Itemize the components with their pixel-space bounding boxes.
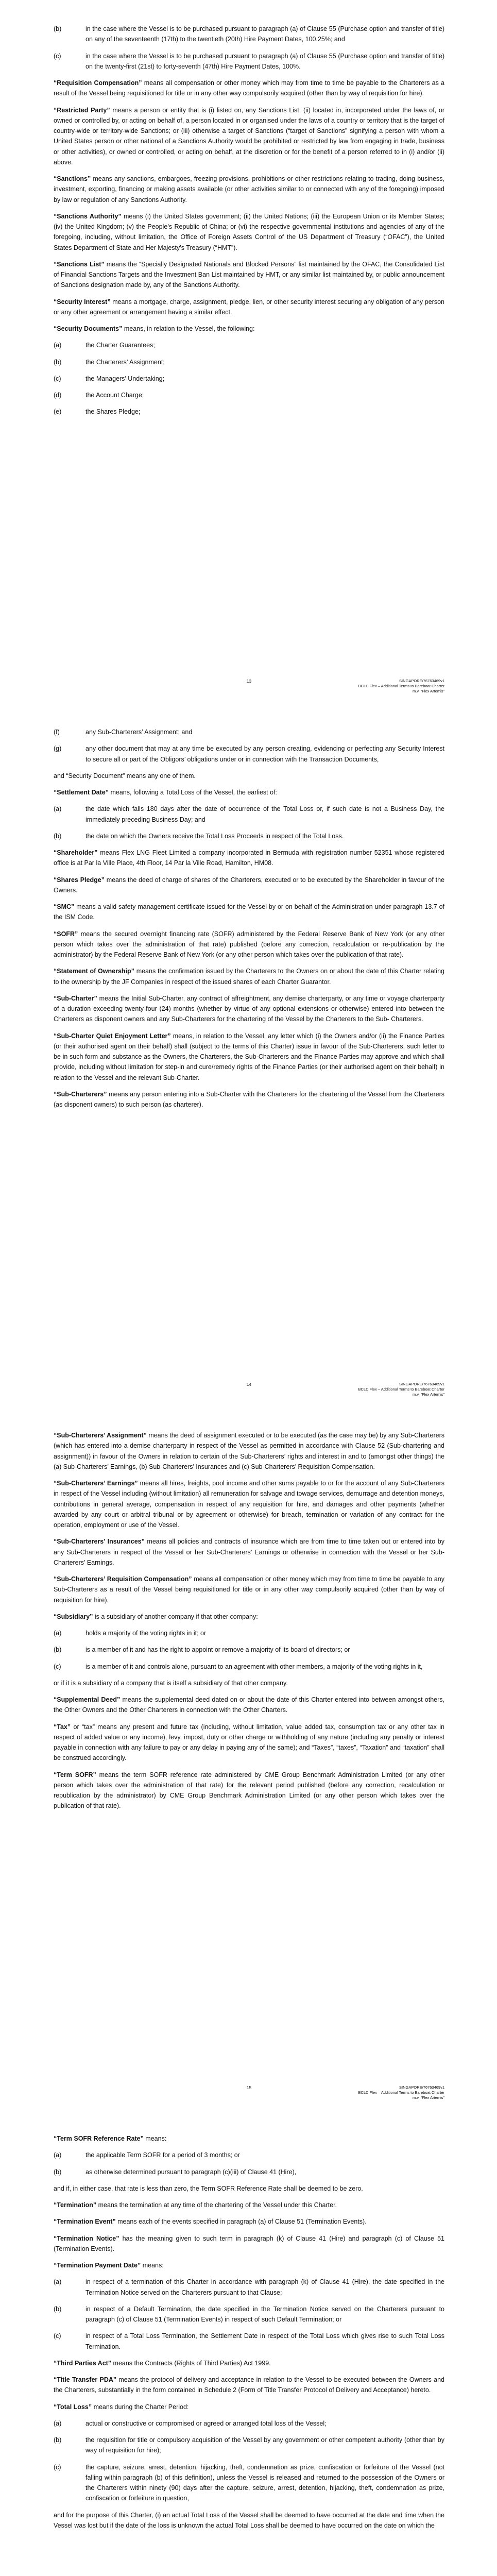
list-item-label: (a) (54, 1630, 62, 1637)
list-item-text: holds a majority of the voting rights in it; or (85, 1630, 207, 1637)
definition (54, 787, 444, 798)
list-item-label: (f) (54, 728, 60, 736)
paragraph (54, 2183, 444, 2194)
list-item-text: the applicable Term SOFR for a period of 3 months; or (85, 2151, 240, 2159)
paragraph-text: means Flex LNG Fleet Limited a company incorporated in Bermuda with registration number 52351 whose registered office is at Par la Ville Place, 4th Floor, 14 Par la Ville Road, Hamilton, HM08. (54, 849, 444, 867)
footer-doc-ref: SINGAPORE/76763469v1 (399, 2084, 444, 2090)
list-item-text: the date which falls 180 days after the date of occurrence of the Total Loss or, if such date is not a Business Day, the immediately preceding Business Day; and (85, 805, 444, 823)
list-item (54, 804, 444, 825)
defined-term: “Sub-Charterers’ Requisition Compensation” (54, 1575, 192, 1583)
list-item-label: (a) (54, 2278, 62, 2286)
list-item (54, 374, 444, 384)
paragraph-text: means a valid safety management certificate issued for the Vessel by or on behalf of the Administration under paragraph 13.7 of the ISM Code. (54, 903, 444, 921)
defined-term: “Tax” (54, 1723, 71, 1731)
definition (54, 1478, 444, 1530)
footer-doc-title: BCLC Flex – Additional Terms to Bareboat Charter (358, 683, 444, 688)
list-item-label: (b) (54, 358, 62, 366)
defined-term: “Sub-Charterers’ Insurances” (54, 1538, 145, 1546)
paragraph (54, 1678, 444, 1688)
list-item (54, 743, 444, 765)
list-item (54, 2418, 444, 2429)
paragraph-text: means during the Charter Period: (92, 2403, 189, 2411)
paragraph-text: means all hires, freights, pool income and other sums payable to or for the account of any Sub-Charterers in respect of the Vessel including (without limitation) all remuneration for salvage and towage services, demurrage and detention moneys, contributions in general average, compensation in respect of any requisition for hire, and damages and other payments (whether awarded by any court or arbitral tribunal or by agreement or otherwise) for breach, termination or variation of any contract for the operation, employment or use of the Vessel. (54, 1480, 444, 1529)
list-item-label: (a) (54, 805, 62, 813)
paragraph-text: means the protocol of delivery and acceptance in relation to the Vessel to be executed between the Owners and the Charterers, substantially in the form contained in Schedule 2 (Form of Title Transfer Protocol of Delivery and Acceptance) hereto. (54, 2376, 444, 2394)
definition (54, 848, 444, 869)
list-item (54, 1662, 444, 1672)
defined-term: “SMC” (54, 903, 75, 910)
paragraph-text: means all policies and contracts of insurance which are from time to time taken out or entered into by any Sub-Charterers in respect of the Vessel or her Sub-Charterers’ Earnings or otherwise in connection with the Vessel or her Sub-Charterers’ Earnings. (54, 1538, 445, 1566)
list-item-text: in the case where the Vessel is to be purchased pursuant to paragraph (a) of Clause 55 (Purchase option and transfer of title) on the twenty-first (21st) to forty-seventh (47th) Hire Payment Dates, 100%. (85, 52, 444, 70)
paragraph-text: means any sanctions, embargoes, freezing provisions, prohibitions or other restrictions relating to trading, doing business, investment, exporting, financing or making assets available (or other activities similar to or connected with any of the foregoing) imposed by law or regulation of any Sanctions Authority. (54, 175, 444, 204)
paragraph-text: or if it is a subsidiary of a company that is itself a subsidiary of that other company. (54, 1679, 288, 1687)
defined-term: “Title Transfer PDA” (54, 2376, 117, 2383)
list-item (54, 1645, 444, 1655)
paragraph-text: is a subsidiary of another company if that other company: (93, 1613, 258, 1620)
paragraph-text: and for the purpose of this Charter, (i) an actual Total Loss of the Vessel shall be deemed to have occurred at the date and time when the Vessel was lost but if the date of the loss is unknown the actual Total Loss shall be deemed to have occurred on the date on which the (54, 2511, 444, 2529)
footer-doc-title: BCLC Flex – Additional Terms to Bareboat Charter (358, 1386, 444, 1392)
paragraph-text: means each of the events specified in paragraph (a) of Clause 51 (Termination Events). (115, 2218, 367, 2226)
paragraph-text: means: (141, 2262, 164, 2269)
list-item-text: is a member of it and has the right to appoint or remove a majority of its board of directors; or (85, 1646, 350, 1654)
defined-term: “Requisition Compensation” (54, 79, 142, 87)
definition (54, 875, 444, 896)
list-item (54, 2331, 444, 2352)
defined-term: “Sanctions List” (54, 260, 105, 268)
defined-term: “Termination” (54, 2201, 97, 2209)
page-number: 14 (246, 1381, 252, 1387)
defined-term: “Term SOFR Reference Rate” (54, 2135, 144, 2142)
paragraph-text: means the deed of charge of shares of the Charterers, executed or to be executed by the Shareholder in favour of the Owners. (54, 876, 444, 894)
paragraph (54, 2510, 444, 2531)
list-item-label: (g) (54, 745, 62, 753)
paragraph-text: means the term SOFR reference rate administered by CME Group Benchmark Administration Limited (or any other person which takes over the administration of that rate) for the relevant period published (before any correction, recalculation or republication by the administrator) by CME Group Benchmark Administration Limited (or any other person which takes over the publication of that rate). (54, 1771, 444, 1810)
defined-term: “Sub-Charter” (54, 994, 97, 1002)
list-item-label: (a) (54, 2419, 62, 2427)
list-item (54, 390, 444, 400)
list-item-text: in respect of a Total Loss Termination, the Settlement Date in respect of the Total Loss which gives rise to such Total Loss Termination. (85, 2332, 444, 2350)
footer-doc-ref: SINGAPORE/76763469v1 (399, 1381, 444, 1386)
list-item (54, 2150, 444, 2160)
definition (54, 1694, 444, 1716)
document-page (0, 1406, 497, 2110)
definition (54, 211, 444, 253)
list-item-label: (a) (54, 2151, 62, 2159)
definition (54, 1612, 444, 1622)
definition (54, 1536, 444, 1568)
definition (54, 1031, 444, 1083)
list-item-text: the Managers’ Undertaking; (85, 375, 165, 382)
definition (54, 993, 444, 1025)
list-item (54, 2462, 444, 2504)
list-item-text: as otherwise determined pursuant to paragraph (c)(iii) of Clause 41 (Hire), (85, 2168, 297, 2176)
definition (54, 2358, 444, 2368)
page-footer (54, 1382, 444, 1397)
defined-term: “Restricted Party” (54, 106, 110, 114)
list-item-label: (c) (54, 52, 61, 60)
list-item-label: (c) (54, 375, 61, 382)
defined-term: “Subsidiary” (54, 1613, 93, 1620)
definition (54, 324, 444, 334)
defined-term: “Term SOFR” (54, 1771, 96, 1778)
list-item-text: the capture, seizure, arrest, detention, hijacking, theft, condemnation as prize, confiscation or forfeiture of the Vessel (not falling within paragraph (b) of this definition), unless the Vessel is released and returned to the possession of the Owners or the Charterers within ninety (90) days after the capture, seizure, arrest, detention, hijacking, theft, condemnation as prize, confiscation or forfeiture in question, (85, 2463, 444, 2502)
definition (54, 1722, 444, 1764)
list-item-text: the requisition for title or compulsory acquisition of the Vessel by any government or other competent authority (other than by way of requisition for hire); (85, 2436, 444, 2454)
list-item (54, 406, 444, 417)
paragraph-text: and “Security Document” means any one of them. (54, 772, 196, 779)
paragraph-text: means the “Specially Designated Nationals and Blocked Persons” list maintained by the OFAC, the Consolidated List of Financial Sanctions Targets and the Investment Ban List maintained by HMT, or any similar list maintained by, or public announcement of Sanctions designation made by, any of the Sanctions Authority. (54, 260, 444, 289)
paragraph-text: means the secured overnight financing rate (SOFR) administered by the Federal Reserve Bank of New York (or any other person which takes over the administration of that rate) published (before any correction, recalculation or re-publication by the administrator) by the Federal Reserve Bank of New York (or any other person which takes over the publication of that rate). (54, 930, 444, 958)
list-item (54, 2435, 444, 2456)
list-item (54, 24, 444, 45)
defined-term: “Sub-Charterers’ Assignment” (54, 1432, 147, 1439)
defined-term: “Shareholder” (54, 849, 98, 856)
paragraph-text: or “tax” means any present and future tax (including, without limitation, value added tax, consumption tax or any other tax in respect of added value or any income), levy, impost, duty or other charge or withholding of any nature (including any penalty or interest payable in connection with any failure to pay or any delay in paying any of the same); and “Taxes”, “taxes”, “Taxation” and “taxation” shall be construed accordingly. (54, 1723, 444, 1762)
defined-term: “Sanctions Authority” (54, 212, 122, 220)
list-item-label: (b) (54, 2168, 62, 2176)
definition (54, 2375, 444, 2396)
definition (54, 2216, 444, 2227)
list-item-label: (b) (54, 2305, 62, 2313)
list-item-label: (d) (54, 392, 62, 399)
paragraph (54, 771, 444, 781)
document-page (0, 0, 497, 703)
definition (54, 1770, 444, 1811)
defined-term: “Sub-Charter Quiet Enjoyment Letter” (54, 1032, 171, 1040)
paragraph-text: means, in relation to the Vessel, any letter which (i) the Owners and/or (ii) the Finance Parties (or their authorised agent on their behalf) shall (subject to the terms of this Charter) issue in favour of the Sub-Charterers, such letter to be in such form and substance as the Owners, the Charterers, the Sub-Charterers and the Finance Parties may approve and which shall provide, including without limitation for step-in and cure/remedy rights of the Finance Parties (or their authorised agent on their behalf) in relation to the Vessel and the relevant Sub-Charter. (54, 1032, 444, 1081)
footer-vessel: m.v. “Flex Artemis” (413, 688, 444, 693)
paragraph-text: has the meaning given to such term in paragraph (k) of Clause 41 (Hire) and paragraph (c) of Clause 51 (Termination Events). (54, 2234, 444, 2252)
paragraph-text: means: (143, 2135, 167, 2142)
page-number: 15 (246, 2084, 252, 2090)
definition (54, 902, 444, 923)
footer-vessel: m.v. “Flex Artemis” (413, 1392, 444, 1397)
paragraph-text: means (i) the United States government; (ii) the United Nations; (iii) the European Union or its Member States; (iv) the United Kingdom; (v) the People’s Republic of China; or (vi) the respective governmental institutions and agencies of any of the foregoing, including, without limitation, the Office of Foreign Assets Control of the US Department of Treasury (“OFAC”), the United States Department of State and Her Majesty’s Treasury (“HMT”). (54, 212, 444, 251)
list-item-text: the Charter Guarantees; (85, 342, 155, 349)
defined-term: “Sub-Charterers” (54, 1090, 107, 1098)
paragraph-text: means the confirmation issued by the Charterers to the Owners on or about the date of this Charter relating to the ownership by the JF Companies in respect of the issued shares of each Charter Guarantor. (54, 968, 444, 986)
defined-term: “Sanctions” (54, 175, 91, 182)
paragraph-text: means the deed of assignment executed or to be executed (as the case may be) by any Sub-Charterers (which has entered into a demise charterparty in respect of the Vessel as permitted in accordance with Clause 52 (Sub-chartering and assignment)) in favour of the Owners in relation to certain of the Sub-Charterers’ rights and interest in and to (amongst other things) the (a) Sub-Charterers’ Earnings, (b) Sub-Charterers’ Insurances and (c) Sub-Charterers’ Requisition Compensation. (54, 1432, 444, 1470)
paragraph-text: means all compensation or other money which may from time to time be payable to any Sub-Charterers as a result of the Vessel being requisitioned for title or in any other way compulsorily acquired (other than by way of requisition for hire). (54, 1575, 444, 1604)
list-item (54, 727, 444, 737)
footer-doc-ref: SINGAPORE/76763469v1 (399, 678, 444, 683)
defined-term: “Statement of Ownership” (54, 968, 134, 975)
footer-doc-title: BCLC Flex – Additional Terms to Bareboat Charter (358, 2090, 444, 2095)
defined-term: “Settlement Date” (54, 789, 109, 796)
list-item (54, 1628, 444, 1638)
footer-vessel: m.v. “Flex Artemis” (413, 2095, 444, 2100)
list-item (54, 2277, 444, 2298)
defined-term: “Third Parties Act” (54, 2359, 112, 2367)
document-page (0, 703, 497, 1406)
list-item (54, 51, 444, 72)
definition (54, 105, 444, 168)
definition (54, 1574, 444, 1605)
definition (54, 2200, 444, 2210)
list-item-text: the date on which the Owners receive the Total Loss Proceeds in respect of the Total Loss. (85, 832, 344, 840)
list-item-label: (b) (54, 1646, 62, 1654)
defined-term: “Termination Notice” (54, 2234, 119, 2242)
paragraph-text: means the Initial Sub-Charter, any contract of affreightment, any demise charterparty, or any time or voyage charterparty of a duration exceeding twenty-four (24) months (whether by virtue of any optional extensions or otherwise) entered into between the Charterers as disponent owners and any Sub-Charterers for the chartering of the Vessel by the Charterers to the Sub- Charterers. (54, 994, 444, 1023)
list-item-label: (b) (54, 832, 62, 840)
paragraph-text: means the supplemental deed dated on or about the date of this Charter entered into between amongst others, the Other Owners and the Other Charterers in connection with the Other Charters. (54, 1696, 444, 1714)
list-item-text: the Account Charge; (85, 392, 144, 399)
list-item-text: actual or constructive or compromised or agreed or arranged total loss of the Vessel; (85, 2419, 327, 2427)
definition (54, 1430, 444, 1472)
list-item-text: any Sub-Charterers’ Assignment; and (85, 728, 193, 736)
definition (54, 259, 444, 291)
list-item-label: (e) (54, 408, 62, 416)
paragraph-text: means, in relation to the Vessel, the following: (122, 325, 255, 332)
definition (54, 174, 444, 205)
defined-term: “Termination Payment Date” (54, 2262, 141, 2269)
defined-term: “Shares Pledge” (54, 876, 105, 884)
defined-term: “Supplemental Deed” (54, 1696, 121, 1703)
list-item-text: is a member of it and controls alone, pursuant to an agreement with other members, a majority of the voting rights in it, (85, 1663, 423, 1670)
list-item-text: in respect of a termination of this Charter in accordance with paragraph (k) of Clause 41 (Hire), the date specified in the Termination Notice served on the Charterers pursuant to that Clause; (85, 2278, 444, 2296)
list-item-label: (a) (54, 342, 62, 349)
list-item-text: the Shares Pledge; (85, 408, 141, 416)
list-item (54, 831, 444, 841)
page-footer (54, 2085, 444, 2100)
list-item-text: in respect of a Default Termination, the date specified in the Termination Notice served on the Charterers pursuant to paragraph (c) of Clause 51 (Termination Events) in respect of such Default Termination; or (85, 2305, 444, 2323)
list-item-label: (b) (54, 25, 62, 32)
definition (54, 297, 444, 318)
definition (54, 2133, 444, 2144)
list-item-label: (c) (54, 2332, 61, 2340)
paragraph-text: means any person entering into a Sub-Charter with the Charterers for the chartering of the Vessel from the Charterers (as disponent owners) to such person (as charterer). (54, 1090, 444, 1108)
definition (54, 78, 444, 99)
paragraph-text: means the termination at any time of the chartering of the Vessel under this Charter. (96, 2201, 337, 2209)
list-item-label: (c) (54, 2463, 61, 2471)
defined-term: “Total Loss” (54, 2403, 92, 2411)
defined-term: “Termination Event” (54, 2218, 116, 2226)
paragraph-text: means all compensation or other money which may from time to time be payable to the Charterers as a result of the Vessel being requisitioned for title or in any other way compulsorily acquired (other than by way of requisition for hire). (54, 79, 444, 97)
page-number: 13 (246, 678, 252, 684)
list-item-text: any other document that may at any time be executed by any person creating, evidencing or perfecting any Security Interest to secure all or part of the Obligors’ obligations under or in connection with the Transaction Documents, (85, 745, 444, 763)
paragraph-text: means a person or entity that is (i) listed on, any Sanctions List; (ii) located in, incorporated under the laws of, or owned or controlled by, or acting on behalf of, a person located in or organised under the laws of a country or territory that is the target of country-wide or territory-wide Sanctions; or (iii) otherwise a target of Sanctions (“target of Sanctions” signifying a person with whom a United States person or other national of a Sanctions Authority would be prohibited or restricted by law from engaging in trade, business or other activities), or owned or controlled, or acting on behalf, at the discretion or for the benefit of a person referred to in (i) and/or (ii) above. (54, 106, 445, 166)
paragraph-text: means a mortgage, charge, assignment, pledge, lien, or other security interest securing any obligation of any person or any other agreement or arrangement having a similar effect. (54, 298, 444, 316)
list-item (54, 340, 444, 350)
list-item-text: the Charterers’ Assignment; (85, 358, 165, 366)
definition (54, 2233, 444, 2255)
paragraph-text: means, following a Total Loss of the Vessel, the earliest of: (108, 789, 278, 796)
list-item-label: (c) (54, 1663, 61, 1670)
defined-term: “Security Interest” (54, 298, 111, 306)
paragraph-text: means the Contracts (Rights of Third Parties) Act 1999. (111, 2359, 271, 2367)
document-page (0, 2110, 497, 2576)
definition (54, 2260, 444, 2270)
definition (54, 1089, 444, 1110)
page-footer (54, 679, 444, 694)
definition (54, 929, 444, 960)
definition (54, 2402, 444, 2412)
defined-term: “SOFR” (54, 930, 78, 938)
list-item-text: in the case where the Vessel is to be purchased pursuant to paragraph (a) of Clause 55 (Purchase option and transfer of title) on any of the seventeenth (17th) to the twentieth (20th) Hire Payment Dates, 100.25%; and (85, 25, 444, 43)
list-item-label: (b) (54, 2436, 62, 2444)
defined-term: “Security Documents” (54, 325, 123, 332)
list-item (54, 357, 444, 367)
list-item (54, 2167, 444, 2177)
list-item (54, 2304, 444, 2325)
definition (54, 966, 444, 987)
defined-term: “Sub-Charterers’ Earnings” (54, 1480, 138, 1487)
paragraph-text: and if, in either case, that rate is less than zero, the Term SOFR Reference Rate shall be deemed to be zero. (54, 2184, 363, 2192)
